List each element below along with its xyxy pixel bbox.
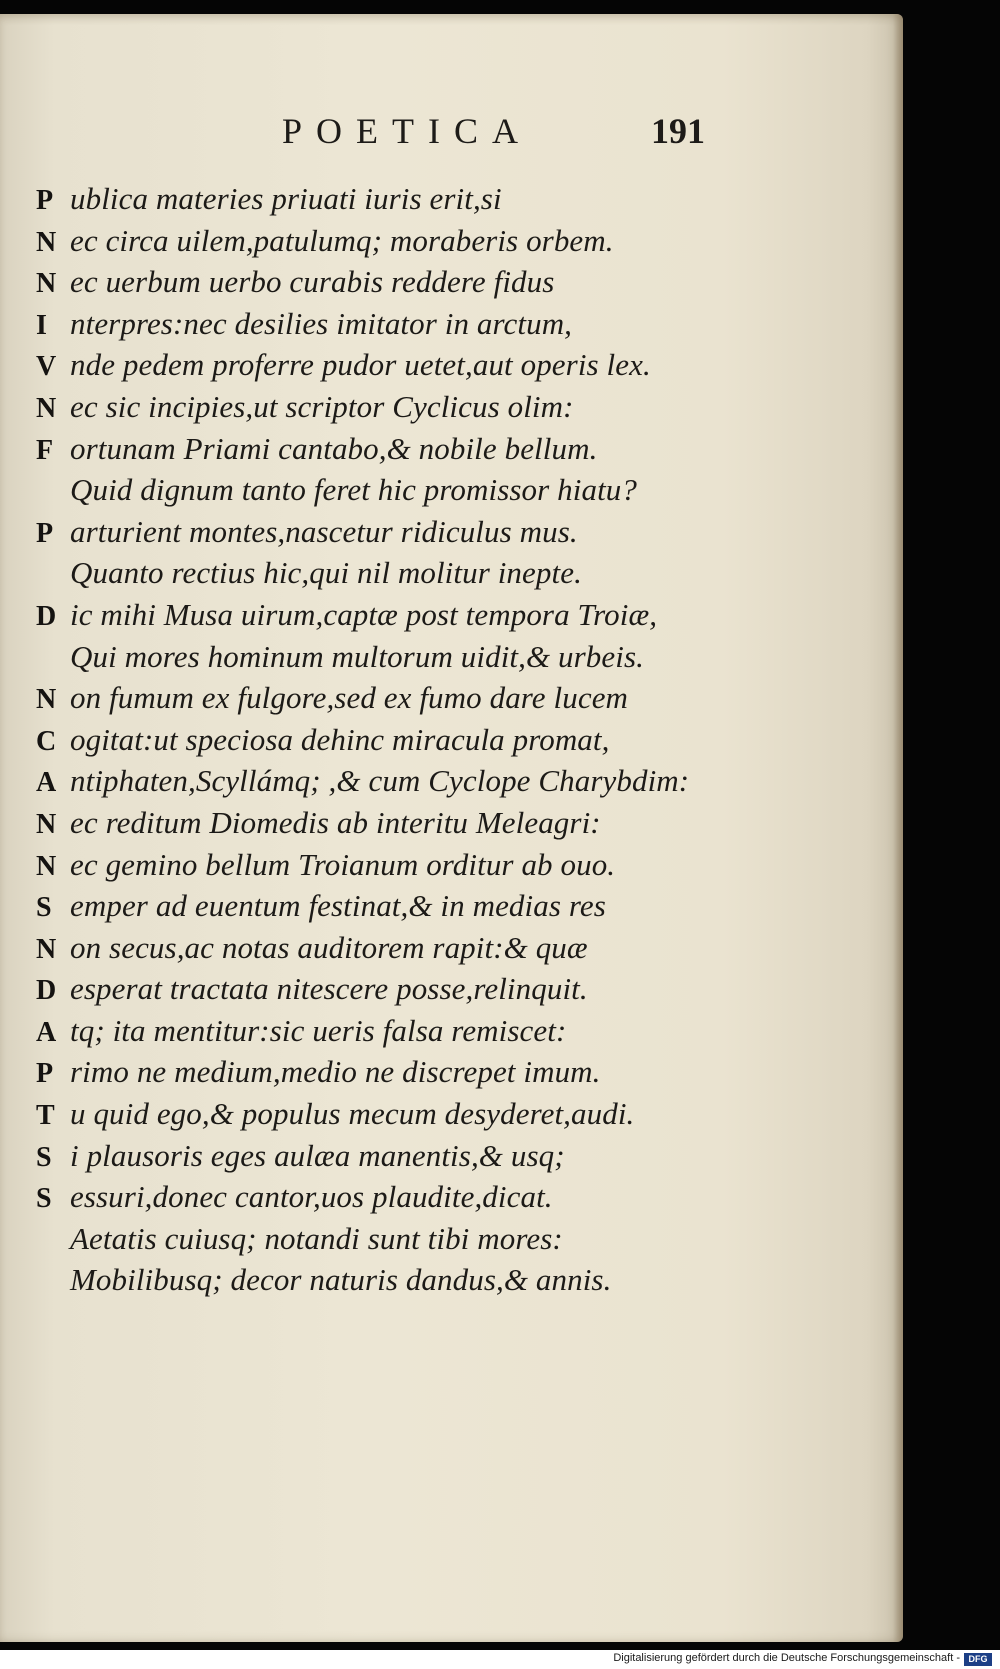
verse-line [36,386,736,428]
verse-line [36,1176,736,1218]
verse-text: nterpres:nec desilies imitator in arctum, [70,305,573,341]
verse-text: ec sic incipies,ut scriptor Cyclicus olim: [70,388,574,424]
verse-text: emper ad euentum festinat,& in medias res [70,888,606,924]
footer-credit-bar [0,1650,1000,1669]
verse-text: i plausoris eges aulæa manentis,& usq; [70,1137,565,1173]
verse-line [36,303,736,345]
verse-text: tq; ita mentitur:sic ueris falsa remiscet: [70,1012,567,1048]
verse-initial: N [36,268,57,300]
verse-list [36,178,736,1301]
verse-line [36,511,736,553]
verse-line [36,719,736,761]
verse-line [36,594,736,636]
verse-line [36,1218,736,1260]
verse-initial: D [36,600,57,632]
running-title: POETICA [282,111,532,151]
verse-text: ec uerbum uerbo curabis reddere fidus [70,264,555,300]
verse-line [36,552,736,594]
page-edge-shadow [893,14,903,1642]
verse-text: nde pedem proferre pudor uetet,aut operis lex. [70,347,651,383]
verse-initial: S [36,1183,52,1215]
verse-text: arturient montes,nascetur ridiculus mus. [70,513,578,549]
verse-line [36,1259,736,1301]
verse-initial: F [36,434,54,466]
verse-text: Quanto rectius hic,qui nil molitur inepte. [70,555,582,591]
verse-line [36,968,736,1010]
verse-initial: N [36,808,57,840]
page-number: 191 [651,111,705,151]
verse-line [36,760,736,802]
verse-line [36,1135,736,1177]
verse-initial: S [36,1141,52,1173]
verse-line [36,885,736,927]
verse-initial: N [36,684,57,716]
verse-initial: A [36,767,57,799]
verse-text: esperat tractata nitescere posse,relinquit. [70,971,588,1007]
verse-text: ntiphaten,Scyllámq; ,& cum Cyclope Charybdim: [70,763,690,799]
verse-text: ec reditum Diomedis ab interitu Meleagri: [70,804,601,840]
verse-line [36,344,736,386]
book-page [0,14,903,1642]
verse-initial: V [36,351,57,383]
verse-initial: I [36,309,47,341]
verse-line [36,802,736,844]
verse-text: Qui mores hominum multorum uidit,& urbeis. [70,638,644,674]
verse-line [36,636,736,678]
verse-line [36,178,736,220]
verse-text: u quid ego,& populus mecum desyderet,audi. [70,1096,635,1132]
verse-line [36,844,736,886]
verse-text: on secus,ac notas auditorem rapit:& quæ [70,929,588,965]
dfg-logo: DFG [964,1653,992,1666]
running-head [0,110,903,160]
verse-line [36,1051,736,1093]
verse-text: ublica materies priuati iuris erit,si [70,181,502,216]
funding-credit: Digitalisierung gefördert durch die Deutsche Forschungsgemeinschaft - [613,1652,960,1664]
verse-text: ic mihi Musa uirum,captæ post tempora Troiæ, [70,596,658,632]
verse-text: Quid dignum tanto feret hic promissor hiatu? [70,472,637,508]
verse-line [36,261,736,303]
verse-line [36,927,736,969]
verse-text: on fumum ex fulgore,sed ex fumo dare lucem [70,680,629,716]
verse-line [36,677,736,719]
verse-line [36,1010,736,1052]
verse-initial: S [36,892,52,924]
verse-text: ogitat:ut speciosa dehinc miracula promat, [70,721,610,757]
verse-initial: T [36,1100,55,1132]
verse-initial: N [36,933,57,965]
verse-text: ec gemino bellum Troianum orditur ab ouo. [70,846,616,882]
verse-initial: P [36,1058,54,1090]
verse-text: Mobilibusq; decor naturis dandus,& annis. [70,1262,612,1298]
verse-text: Aetatis cuiusq; notandi sunt tibi mores: [70,1220,563,1256]
verse-initial: C [36,725,57,757]
verse-initial: A [36,1016,57,1048]
verse-line [36,428,736,470]
verse-initial: P [36,517,54,549]
verse-initial: N [36,850,57,882]
verse-initial: N [36,392,57,424]
verse-line [36,469,736,511]
verse-text: rimo ne medium,medio ne discrepet imum. [70,1054,601,1090]
verse-initial: N [36,226,57,258]
verse-initial: D [36,975,57,1007]
verse-initial: P [36,185,54,216]
verse-text: ortunam Priami cantabo,& nobile bellum. [70,430,598,466]
verse-text: essuri,donec cantor,uos plaudite,dicat. [70,1179,553,1215]
verse-line [36,220,736,262]
verse-text: ec circa uilem,patulumq; moraberis orbem. [70,222,614,258]
verse-line [36,1093,736,1135]
